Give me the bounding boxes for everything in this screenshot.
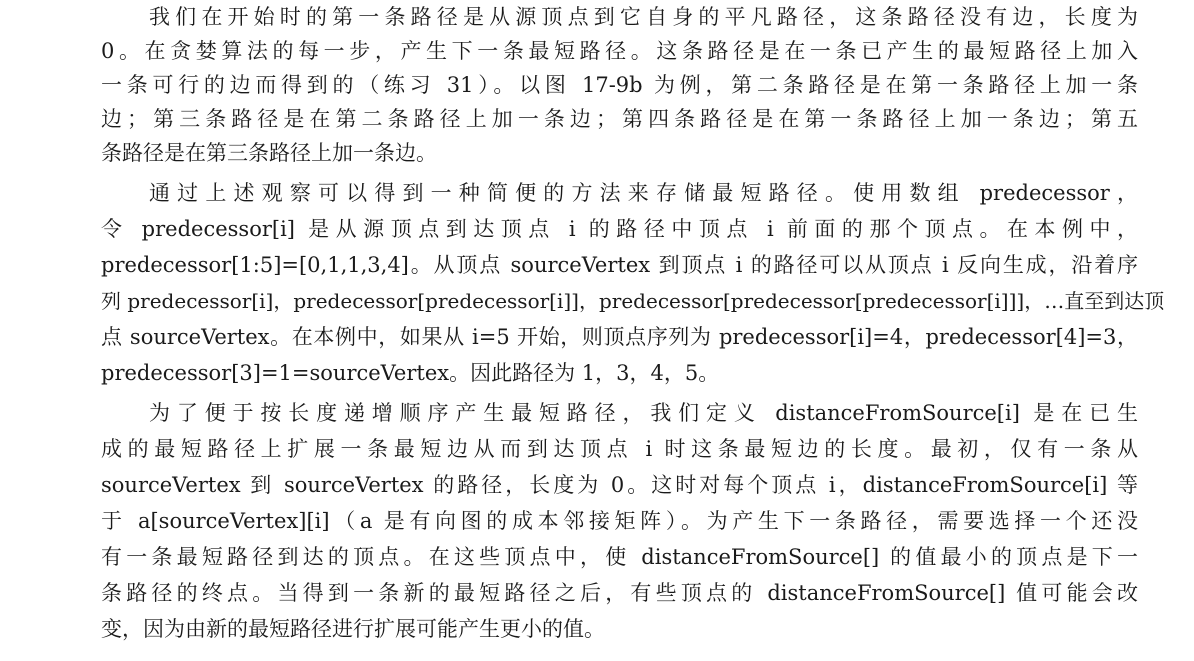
paragraph-2-line-1: 通过上述观察可以得到一种简便的方法来存储最短路径。使用数组 predecessor，: [149, 181, 1138, 205]
paragraph-3-line-5: 有一条最短路径到达的顶点。在这些顶点中，使 distanceFromSource[] 的值最小的顶点是下一: [101, 545, 1138, 569]
paragraph-3-line-1: 为了便于按长度递增顺序产生最短路径，我们定义 distanceFromSource[i] 是在已生: [149, 401, 1138, 425]
paragraph-3-line-4: 于 a[sourceVertex][i]（a 是有向图的成本邻接矩阵）。为产生下一条路径，需要选择一个还没: [101, 509, 1138, 533]
paragraph-2-line-5: 点 sourceVertex。在本例中，如果从 i=5 开始，则顶点序列为 predecessor[i]=4，predecessor[4]=3，: [101, 325, 1138, 349]
paragraph-1-line-5: 条路径是在第三条路径上加一条边。: [101, 141, 437, 165]
paragraph-3-line-3: sourceVertex 到 sourceVertex 的路径，长度为 0。这时对每个顶点 i，distanceFromSource[i] 等: [101, 473, 1138, 497]
paragraph-1-line-3: 一条可行的边而得到的（练习 31）。以图 17-9b 为例，第二条路径是在第一条路径上加一条: [101, 73, 1138, 97]
paragraph-2-line-4: 列 predecessor[i]，predecessor[predecessor[i]]，predecessor[predecessor[predecessor[i]]]，…直至到达顶: [101, 289, 1165, 313]
paragraph-2-line-2: 令 predecessor[i] 是从源顶点到达顶点 i 的路径中顶点 i 前面的那个顶点。在本例中，: [101, 217, 1138, 241]
paragraph-2-line-3: predecessor[1:5]=[0,1,1,3,4]。从顶点 sourceVertex 到顶点 i 的路径可以从顶点 i 反向生成，沿着序: [101, 253, 1138, 277]
paragraph-1-line-4: 边；第三条路径是在第二条路径上加一条边；第四条路径是在第一条路径上加一条边；第五: [101, 107, 1138, 131]
paragraph-1-line-2: 0。在贪婪算法的每一步，产生下一条最短路径。这条路径是在一条已产生的最短路径上加入: [101, 39, 1138, 63]
paragraph-3-line-6: 条路径的终点。当得到一条新的最短路径之后，有些顶点的 distanceFromSource[] 值可能会改: [101, 581, 1138, 605]
paragraph-3-line-7: 变，因为由新的最短路径进行扩展可能产生更小的值。: [101, 617, 605, 641]
paragraph-2-line-6: predecessor[3]=1=sourceVertex。因此路径为 1，3，4，5。: [101, 361, 720, 385]
paragraph-3-line-2: 成的最短路径上扩展一条最短边从而到达顶点 i 时这条最短边的长度。最初，仅有一条从: [101, 437, 1138, 461]
paragraph-1-line-1: 我们在开始时的第一条路径是从源顶点到它自身的平凡路径，这条路径没有边，长度为: [149, 5, 1138, 29]
